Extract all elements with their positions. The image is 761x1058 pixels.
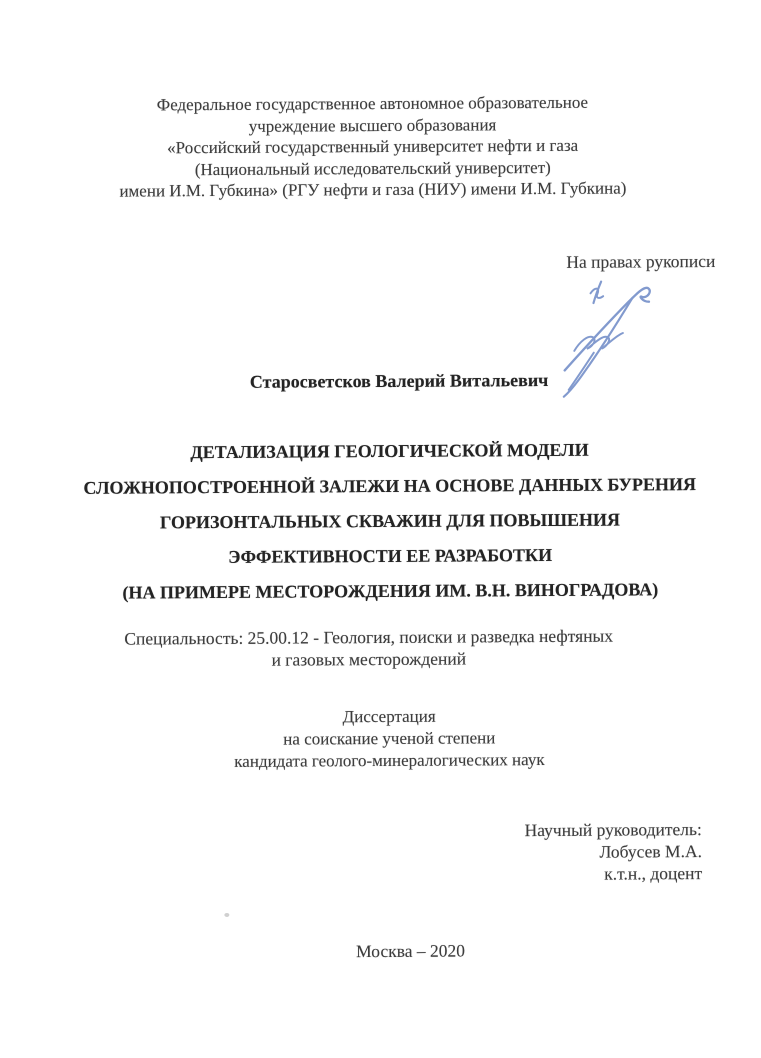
- specialty-line: Специальность: 25.00.12 - Геология, поиски и разведка нефтяных: [124, 625, 614, 649]
- supervisor-line: Научный руководитель:: [524, 819, 702, 841]
- title-line: ГОРИЗОНТАЛЬНЫХ СКВАЖИН ДЛЯ ПОВЫШЕНИЯ: [159, 509, 621, 533]
- institution-block: [62, 91, 683, 202]
- author-name: Старосветсков Валерий Витальевич: [249, 369, 549, 392]
- thesis-line: на соискание ученой степени: [283, 728, 496, 749]
- scan-speck: [224, 913, 229, 917]
- manuscript-rights-note: На правах рукописи: [566, 250, 716, 272]
- supervisor-line: к.т.н., доцент: [604, 863, 703, 884]
- title-line: СЛОЖНОПОСТРОЕННОЙ ЗАЛЕЖИ НА ОСНОВЕ ДАННЫХ БУРЕНИЯ: [83, 474, 697, 498]
- title-line: ЭФФЕКТИВНОСТИ ЕЕ РАЗРАБОТКИ: [228, 544, 553, 567]
- specialty-block: [79, 625, 659, 672]
- institution-line: Федеральное государственное автономное образовательное: [156, 92, 589, 115]
- specialty-line: и газовых месторождений: [271, 647, 467, 670]
- institution-line: имени И.М. Губкина» (РГУ нефти и газа (НИУ) имени И.М. Губкина): [119, 178, 627, 201]
- thesis-degree-block: [139, 704, 639, 773]
- title-line: ДЕТАЛИЗАЦИЯ ГЕОЛОГИЧЕСКОЙ МОДЕЛИ: [190, 439, 589, 463]
- supervisor-line: Лобусев М.А.: [599, 841, 703, 862]
- institution-line: «Российский государственный университет нефти и газа: [167, 135, 579, 158]
- title-line: (НА ПРИМЕРЕ МЕСТОРОЖДЕНИЯ ИМ. В.Н. ВИНОГРАДОВА): [122, 579, 659, 603]
- supervisor-block: [402, 818, 702, 886]
- city-year: Москва – 2020: [356, 940, 466, 962]
- thesis-line: Диссертация: [342, 706, 436, 727]
- institution-line: учреждение высшего образования: [248, 114, 497, 136]
- thesis-line: кандидата геолого-минералогических наук: [234, 750, 545, 771]
- institution-line: (Национальный исследовательский университет): [194, 157, 551, 179]
- dissertation-title: [69, 432, 710, 611]
